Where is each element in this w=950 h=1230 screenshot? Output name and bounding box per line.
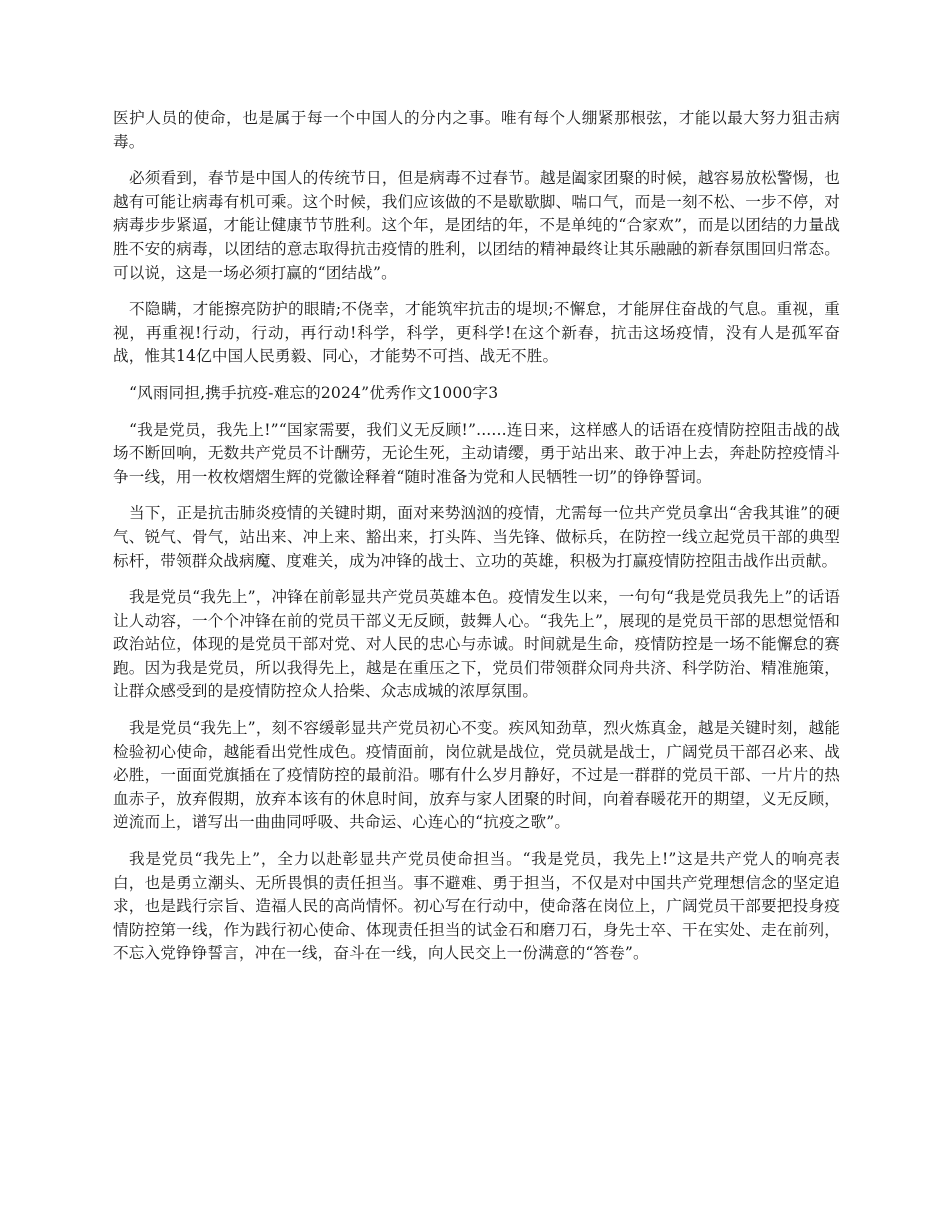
essay-title: “风雨同担,携手抗疫-难忘的2024”优秀作文1000字3: [129, 383, 499, 402]
paragraph-1: 医护人员的使命，也是属于每一个中国人的分内之事。唯有每个人绷紧那根弦，才能以最大努力狙击病毒。: [113, 109, 840, 151]
paragraph-4: “我是党员，我先上!”“国家需要，我们义无反顾!”......连日来，这样感人的话语在疫情防控阻击战的战场不断回响，无数共产党员不计酬劳，无论生死，主动请缨，勇于站出来、敢于冲上去，奔赴防控疫情斗争一线，用一枚枚熠熠生辉的党徽诠释着“随时准备为党和人民牺牲一切”的铮铮誓词。: [113, 420, 840, 486]
document-body: [113, 107, 840, 979]
paragraph-5: 当下，正是抗击肺炎疫情的关键时期，面对来势汹汹的疫情，尤需每一位共产党员拿出“舍我其谁”的硬气、锐气、骨气，站出来、冲上来、豁出来，打头阵、当先锋、做标兵，在防控一线立起党员干部的典型标杆，带领群众战病魔、度难关，成为冲锋的战士、立功的英雄，积极为打赢疫情防控阻击战作出贡献。: [113, 504, 840, 570]
paragraph-6: 我是党员“我先上”，冲锋在前彰显共产党员英雄本色。疫情发生以来，一句句“我是党员我先上”的话语让人动容，一个个冲锋在前的党员干部义无反顾，鼓舞人心。“我先上”，展现的是党员干部的思想觉悟和政治站位，体现的是党员干部对党、对人民的忠心与赤诚。时间就是生命，疫情防控是一场不能懈怠的赛跑。因为我是党员，所以我得先上，越是在重压之下，党员们带领群众同舟共济、科学防治、精准施策，让群众感受到的是疫情防控众人拾柴、众志成城的浓厚氛围。: [113, 588, 840, 701]
paragraph-7: 我是党员“我先上”，刻不容缓彰显共产党员初心不变。疾风知劲草，烈火炼真金，越是关键时刻，越能检验初心使命，越能看出党性成色。疫情面前，岗位就是战位，党员就是战士，广阔党员干部召必来、战必胜，一面面党旗插在了疫情防控的最前沿。哪有什么岁月静好，不过是一群群的党员干部、一片片的热血赤子，放弃假期，放弃本该有的休息时间，放弃与家人团聚的时间，向着春暖花开的期望，义无反顾，逆流而上，谱写出一曲曲同呼吸、共命运、心连心的“抗疫之歌”。: [113, 719, 840, 832]
paragraph-8: 我是党员“我先上”，全力以赴彰显共产党员使命担当。“我是党员，我先上!”这是共产党人的响亮表白，也是勇立潮头、无所畏惧的责任担当。事不避难、勇于担当，不仅是对中国共产党理想信念的坚定追求，也是践行宗旨、造福人民的高尚情怀。初心写在行动中，使命落在岗位上，广阔党员干部要把投身疫情防控第一线，作为践行初心使命、体现责任担当的试金石和磨刀石，身先士卒、干在实处、走在前列，不忘入党铮铮誓言，冲在一线，奋斗在一线，向人民交上一份满意的“答卷”。: [113, 850, 840, 963]
paragraph-3: 不隐瞒，才能擦亮防护的眼睛;不侥幸，才能筑牢抗击的堤坝;不懈怠，才能屏住奋战的气息。重视，重视，再重视!行动，行动，再行动!科学，科学，更科学!在这个新春，抗击这场疫情，没有人是孤军奋战，惟其14亿中国人民勇毅、同心，才能势不可挡、战无不胜。: [113, 300, 840, 366]
paragraph-2: 必须看到，春节是中国人的传统节日，但是病毒不过春节。越是阖家团聚的时候，越容易放松警惕，也越有可能让病毒有机可乘。这个时候，我们应该做的不是歇歇脚、喘口气，而是一刻不松、一步不停，对病毒步步紧逼，才能让健康节节胜利。这个年，是团结的年，不是单纯的“合家欢”，而是以团结的力量战胜不安的病毒，以团结的意志取得抗击疫情的胜利，以团结的精神最终让其乐融融的新春氛围回归常态。可以说，这是一场必须打赢的“团结战”。: [113, 169, 840, 282]
